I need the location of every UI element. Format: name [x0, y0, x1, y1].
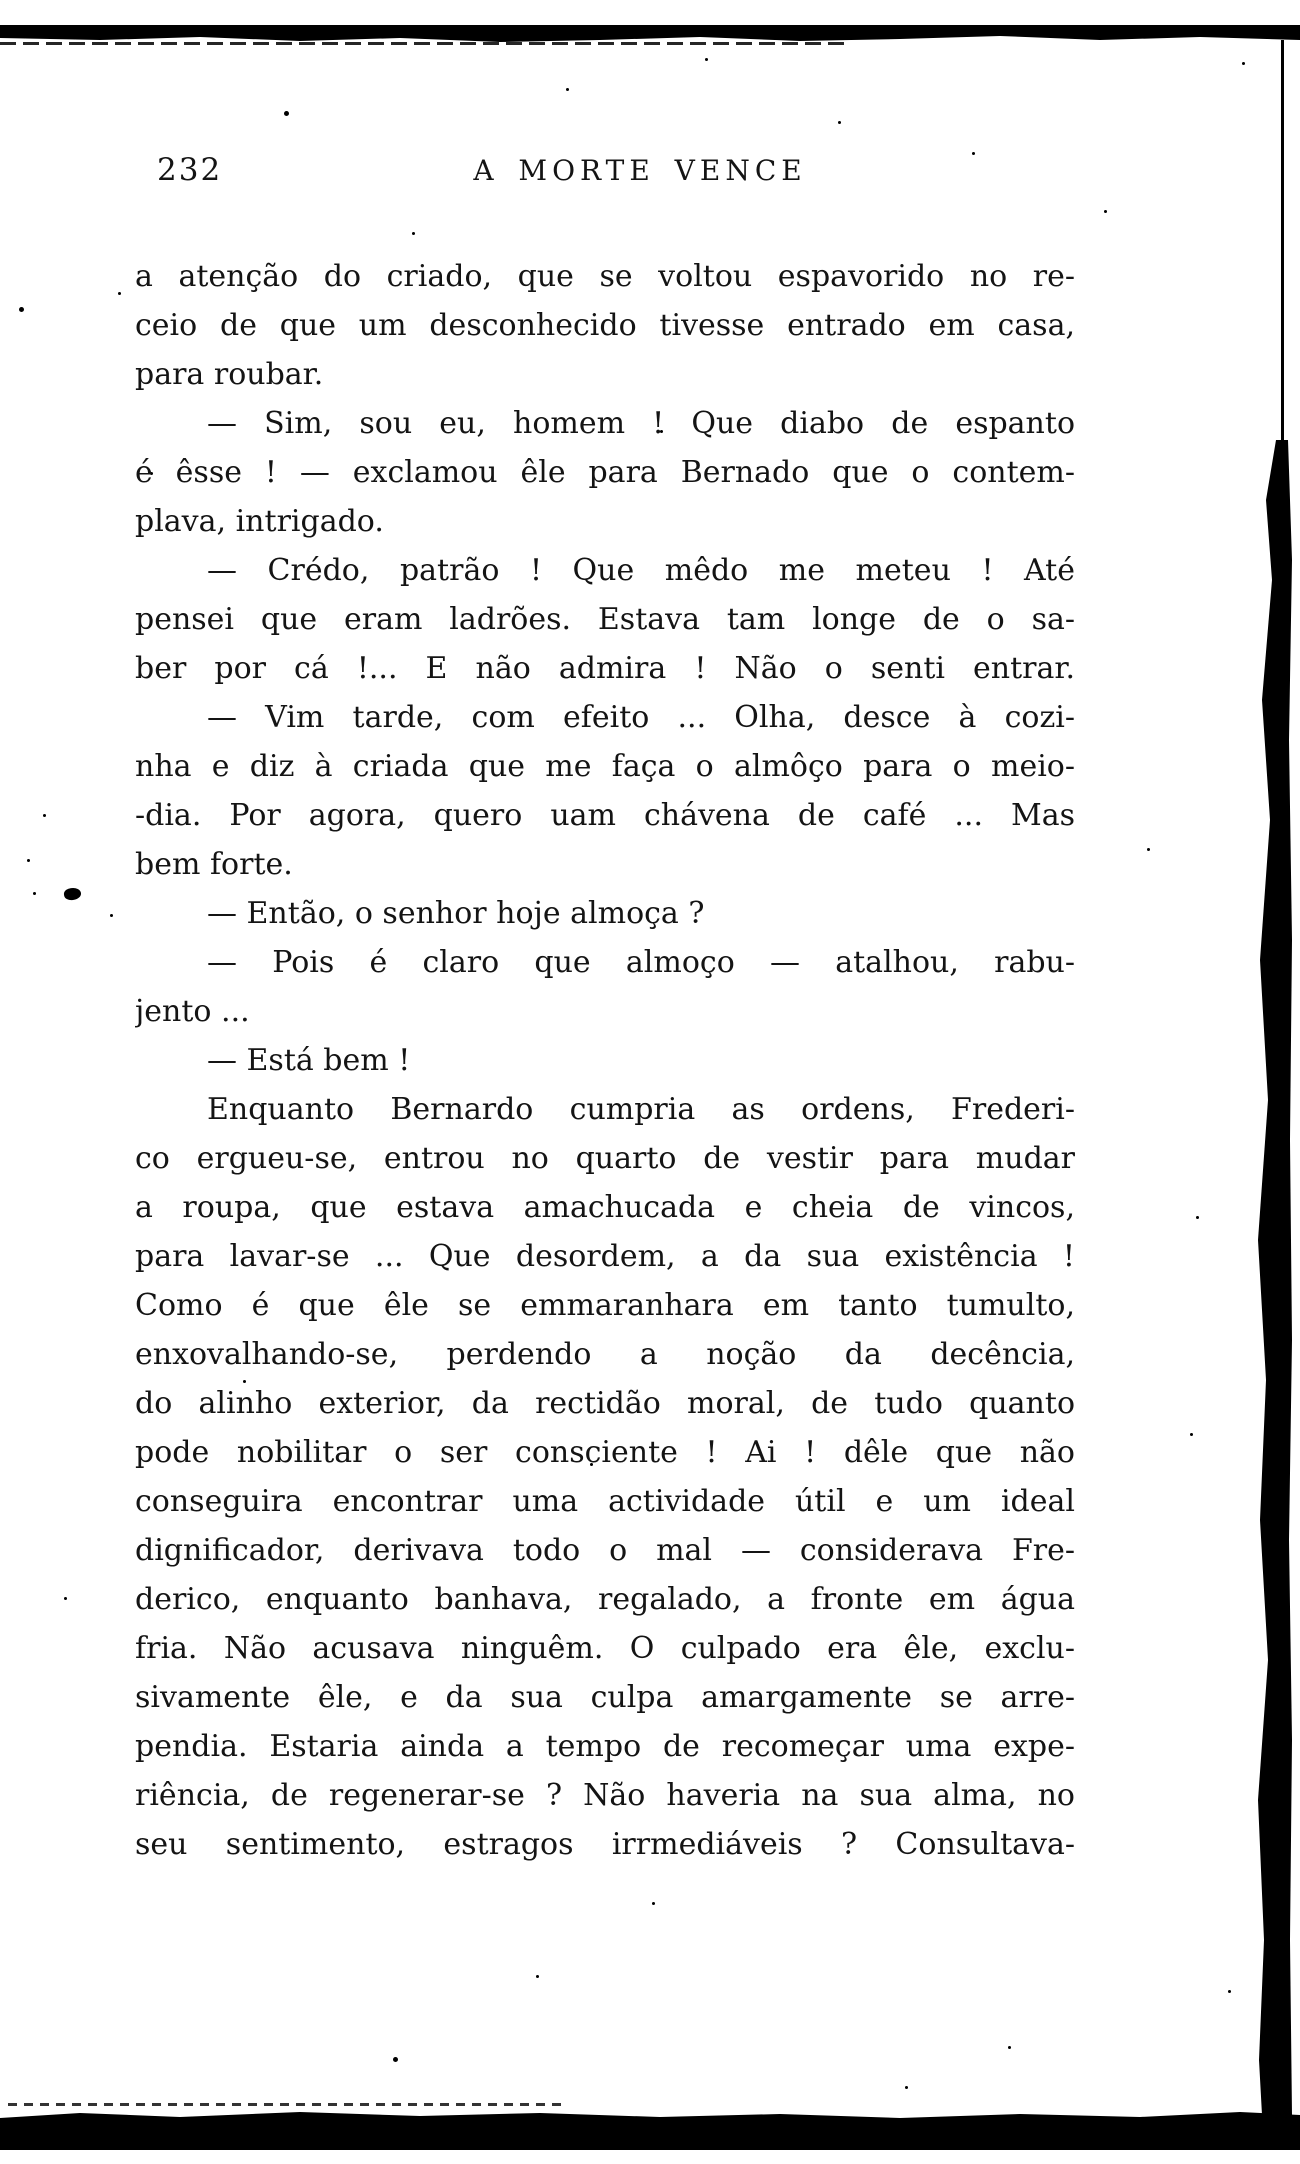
bottom-edge-artifact	[0, 2110, 1300, 2150]
text-line: jento ...	[135, 994, 250, 1029]
text-line: sivamente êle, e da sua culpa amargamente se arre-	[135, 1680, 1075, 1715]
text-line: dignificador, derivava todo o mal — considerava Fre-	[135, 1533, 1075, 1568]
bottom-edge-dots-artifact	[8, 2103, 568, 2106]
text-line: a roupa, que estava amachucada e cheia de vincos,	[135, 1190, 1075, 1225]
right-edge-line-artifact	[1281, 40, 1284, 470]
text-line: co ergueu-se, entrou no quarto de vestir para mudar	[135, 1141, 1075, 1176]
text-line: derico, enquanto banhava, regalado, a fronte em água	[135, 1582, 1075, 1617]
right-edge-streak-artifact	[1256, 440, 1292, 2115]
running-title: A MORTE VENCE	[473, 154, 807, 187]
text-line: enxovalhando-se, perdendo a noção da decência,	[135, 1337, 1075, 1372]
ink-blob-artifact	[63, 887, 82, 901]
text-line: a atenção do criado, que se voltou espavorido no re-	[135, 259, 1075, 294]
top-edge-artifact	[0, 25, 1300, 43]
body-text	[135, 252, 1075, 1869]
text-line: riência, de regenerar-se ? Não haveria na sua alma, no	[135, 1778, 1075, 1813]
text-line: — Está bem !	[207, 1043, 411, 1078]
text-line: — Então, o senhor hoje almoça ?	[207, 896, 705, 931]
text-line: pode nobilitar o ser consciente ! Ai ! dêle que não	[135, 1435, 1075, 1470]
text-line: — Crédo, patrão ! Que mêdo me meteu ! Até	[207, 553, 1075, 588]
text-line: do alinho exterior, da rectidão moral, de tudo quanto	[135, 1386, 1075, 1421]
text-line: — Sim, sou eu, homem ! Que diabo de espanto	[207, 406, 1075, 441]
text-line: pendia. Estaria ainda a tempo de recomeçar uma expe-	[135, 1729, 1075, 1764]
text-line: é êsse ! — exclamou êle para Bernado que o contem-	[135, 455, 1075, 490]
text-line: -dia. Por agora, quero uam chávena de café ... Mas	[135, 798, 1075, 833]
text-line: — Pois é claro que almoço — atalhou, rabu-	[207, 945, 1075, 980]
page-header	[135, 150, 1075, 192]
text-line: para roubar.	[135, 357, 324, 392]
text-line: fria. Não acusava ninguêm. O culpado era êle, exclu-	[135, 1631, 1075, 1666]
text-line: ber por cá !... E não admira ! Não o senti entrar.	[135, 651, 1075, 686]
text-line: Enquanto Bernardo cumpria as ordens, Frederi-	[207, 1092, 1075, 1127]
text-line: — Vim tarde, com efeito ... Olha, desce à cozi-	[207, 700, 1075, 735]
text-line: ceio de que um desconhecido tivesse entrado em casa,	[135, 308, 1075, 343]
text-line: seu sentimento, estragos irrmediáveis ? Consultava-	[135, 1827, 1075, 1862]
text-line: Como é que êle se emmaranhara em tanto tumulto,	[135, 1288, 1075, 1323]
text-line: bem forte.	[135, 847, 293, 882]
text-line: plava, intrigado.	[135, 504, 384, 539]
text-line: para lavar-se ... Que desordem, a da sua existência !	[135, 1239, 1075, 1274]
scan-noise-specks	[0, 0, 3, 3]
page-number: 232	[157, 152, 223, 188]
text-line: conseguira encontrar uma actividade útil e um ideal	[135, 1484, 1075, 1519]
text-line: nha e diz à criada que me faça o almôço para o meio-	[135, 749, 1075, 784]
text-line: pensei que eram ladrões. Estava tam longe de o sa-	[135, 602, 1075, 637]
top-edge-underline-artifact	[0, 42, 850, 45]
